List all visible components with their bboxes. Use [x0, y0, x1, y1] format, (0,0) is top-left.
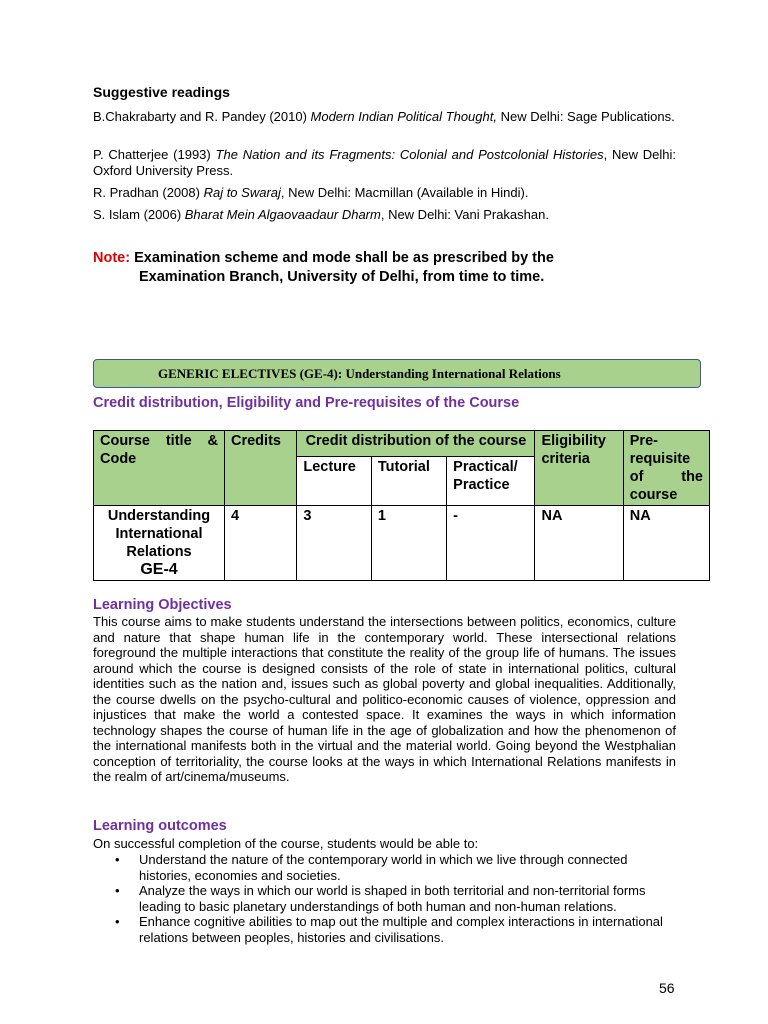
cell-lecture: 3: [297, 506, 371, 581]
cell-eligibility: NA: [535, 506, 623, 581]
header-prerequisite: Pre-requisite of the course: [623, 431, 709, 506]
header-credits: Credits: [225, 431, 297, 506]
reading-item: S. Islam (2006) Bharat Mein Algaovaadaur Dharm, New Delhi: Vani Prakashan.: [93, 207, 549, 222]
learning-outcomes-intro: On successful completion of the course, students would be able to:: [93, 836, 479, 851]
page-number: 56: [659, 980, 675, 996]
learning-outcomes-heading: Learning outcomes: [93, 818, 227, 834]
learning-objectives-heading: Learning Objectives: [93, 597, 232, 613]
header-lecture: Lecture: [297, 457, 371, 506]
suggestive-readings-heading: Suggestive readings: [93, 84, 230, 100]
exam-note: Note: Examination scheme and mode shall be as prescribed by the Examination Branch, University of Delhi, from time to time.: [93, 250, 554, 285]
outcomes-list: [93, 852, 676, 945]
header-tutorial: Tutorial: [371, 457, 446, 506]
credit-table: [93, 430, 710, 581]
header-credit-distribution: Credit distribution of the course: [297, 431, 535, 457]
reading-item: R. Pradhan (2008) Raj to Swaraj, New Delhi: Macmillan (Available in Hindi).: [93, 185, 529, 200]
list-item: • Analyze the ways in which our world is shaped in both territorial and non-territorial forms leading to basic planetary understandings of both human and non-human relations.: [93, 883, 676, 914]
ge-banner: GENERIC ELECTIVES (GE-4): Understanding International Relations: [93, 359, 701, 388]
course-code: GE-4: [140, 561, 178, 578]
learning-objectives-text: This course aims to make students understand the intersections between politics, economics, culture and nature that shape human life in the contemporary world. These intersectional relations foreground the multiple interactions that constitute the reality of the group life of humans. The issues around which the course is designed consists of the role of state in international politics, cultural identities such as the nation and, issues such as global poverty and global inequalities. Additionally, the course dwells on the psycho-cultural and politico-economic causes of violence, oppression and injustices that make the world a contested space. It examines the ways in which information technology shapes the course of human life in the age of globalization and how the phenomenon of the international manifests both in the virtual and the material world. Going beyond the Westphalian conception of territoriality, the course looks at the ways in which International Relations manifests in the realm of art/cinema/museums.: [93, 614, 676, 784]
cell-prerequisite: NA: [623, 506, 709, 581]
reading-item: B.Chakrabarty and R. Pandey (2010) Modern Indian Political Thought, New Delhi: Sage Publications.: [93, 109, 675, 124]
list-item: • Understand the nature of the contemporary world in which we live through connected histories, economies and societies.: [93, 852, 676, 883]
header-course-title: Course title & Code: [94, 431, 225, 506]
cell-course: Understanding International Relations GE-4: [94, 506, 225, 581]
header-eligibility: Eligibility criteria: [535, 431, 623, 506]
header-practical: Practical/ Practice: [447, 457, 535, 506]
cell-tutorial: 1: [371, 506, 446, 581]
credit-distribution-heading: Credit distribution, Eligibility and Pre-requisites of the Course: [93, 395, 520, 411]
reading-item: P. Chatterjee (1993) The Nation and its Fragments: Colonial and Postcolonial Histories, New Delhi: Oxford University Press.: [93, 147, 677, 178]
cell-practical: -: [447, 506, 535, 581]
cell-credits: 4: [225, 506, 297, 581]
list-item: • Enhance cognitive abilities to map out the multiple and complex interactions in international relations between peoples, histories and civilisations.: [93, 914, 676, 945]
note-label: Note:: [93, 250, 131, 266]
